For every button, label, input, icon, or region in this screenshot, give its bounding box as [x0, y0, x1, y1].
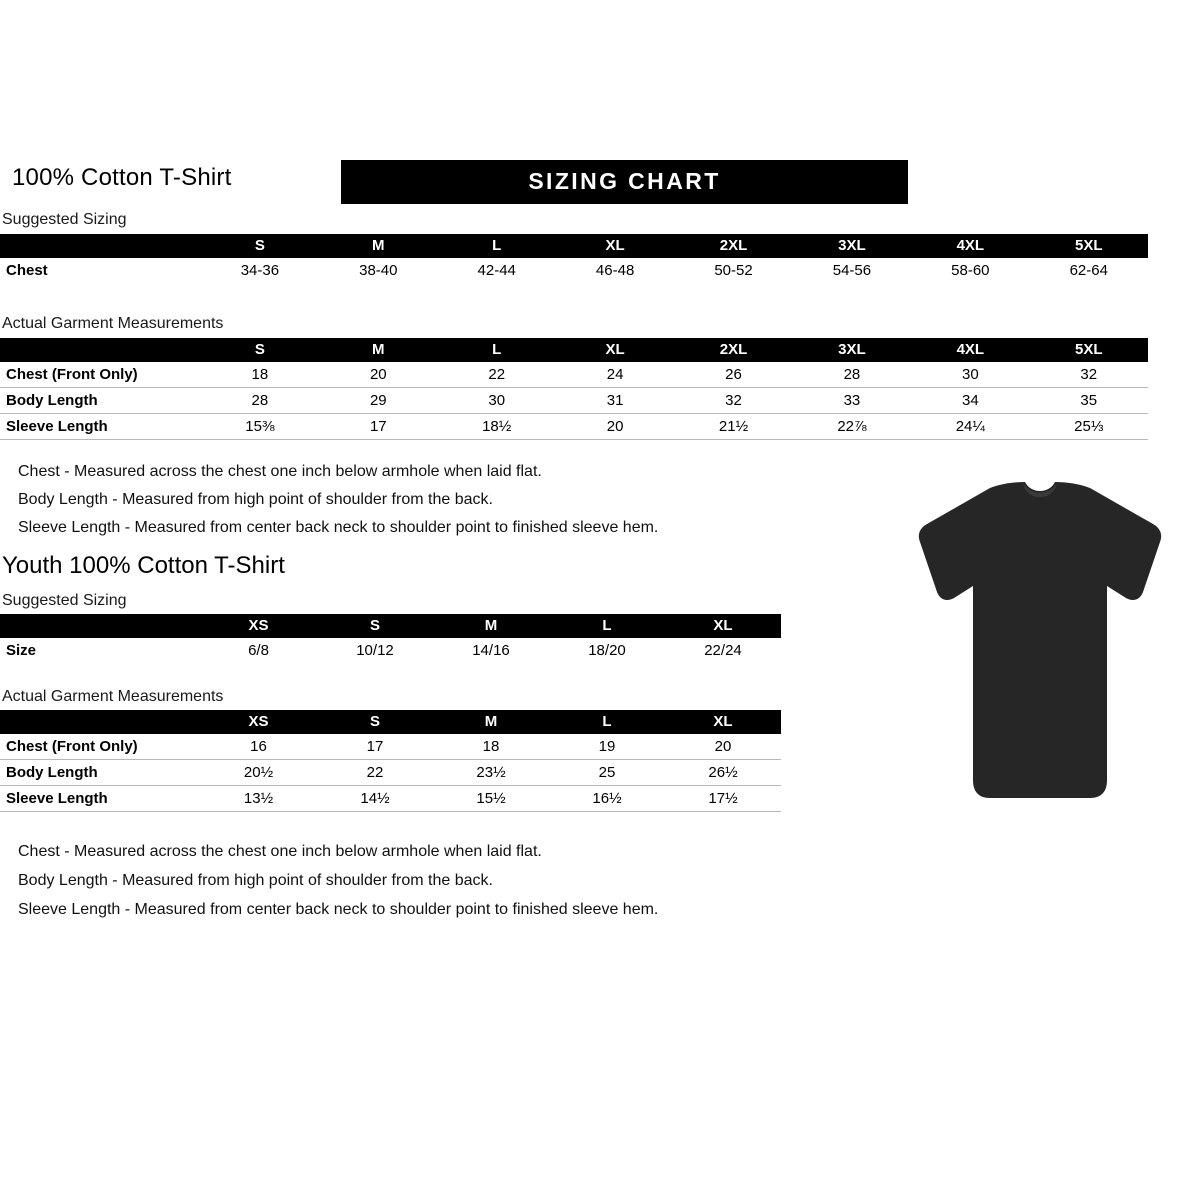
- cell: 22/24: [704, 642, 742, 659]
- table-header-row: [0, 338, 1148, 362]
- cell: 34: [961, 392, 979, 409]
- cell: 17½: [708, 790, 738, 807]
- adult-actual-table: [0, 338, 1148, 440]
- youth-note-sleeve-length: Sleeve Length - Measured from center back neck to shoulder point to finished sleeve hem.: [18, 901, 659, 918]
- cell: 14½: [360, 790, 390, 807]
- cell: 22⅞: [837, 418, 867, 435]
- cell: 20: [369, 366, 387, 383]
- header-row: [8, 160, 908, 204]
- cell: 25⅓: [1074, 418, 1104, 435]
- col-head: 2XL: [719, 237, 748, 254]
- cell: 26: [725, 366, 742, 383]
- cell: 21½: [718, 418, 749, 435]
- cell: 33: [843, 392, 861, 409]
- tshirt-illustration: [895, 480, 1185, 810]
- cell: 32: [1080, 366, 1098, 383]
- cell: 20: [606, 418, 624, 435]
- cell: 13½: [243, 790, 274, 807]
- table-row: [0, 388, 1148, 414]
- col-head: [0, 234, 201, 258]
- cell: 10/12: [356, 642, 394, 659]
- youth-suggested-table: [0, 614, 781, 663]
- col-head: S: [254, 341, 265, 358]
- table-header-row: [0, 234, 1148, 258]
- cell: 22: [488, 366, 506, 383]
- row-label: Chest (Front Only): [6, 366, 138, 383]
- row-label: Body Length: [6, 764, 98, 781]
- col-head: 5XL: [1075, 237, 1103, 254]
- col-head: M: [372, 341, 385, 358]
- cell: 20½: [243, 764, 274, 781]
- cell: 24¼: [955, 418, 985, 435]
- youth-note-body-length: Body Length - Measured from high point of shoulder from the back.: [18, 872, 493, 889]
- col-head: 4XL: [956, 341, 985, 358]
- row-label: Chest (Front Only): [6, 738, 138, 755]
- cell: 16½: [592, 790, 622, 807]
- row-label: Chest: [6, 262, 48, 279]
- adult-suggested-label: Suggested Sizing: [2, 211, 127, 228]
- adult-note-sleeve-length: Sleeve Length - Measured from center back neck to shoulder point to finished sleeve hem.: [18, 519, 659, 536]
- col-head: M: [484, 713, 498, 730]
- cell: 46-48: [595, 262, 635, 279]
- youth-suggested-label: Suggested Sizing: [2, 592, 127, 609]
- cell: 29: [369, 392, 387, 409]
- cell: 35: [1080, 392, 1098, 409]
- col-head: [0, 338, 201, 362]
- cell: 54-56: [832, 262, 872, 279]
- cell: 32: [725, 392, 742, 409]
- cell: 6/8: [248, 642, 269, 659]
- col-head: L: [492, 237, 502, 254]
- adult-note-chest: Chest - Measured across the chest one inch below armhole when laid flat.: [18, 463, 542, 480]
- table-row: [0, 362, 1148, 388]
- cell: 30: [488, 392, 506, 409]
- cell: 30: [961, 366, 979, 383]
- cell: 18½: [482, 418, 512, 435]
- col-head: M: [372, 237, 385, 254]
- cell: 19: [598, 738, 616, 755]
- adult-suggested-table: [0, 234, 1148, 283]
- col-head: XL: [713, 617, 733, 634]
- table-header-row: [0, 614, 781, 638]
- youth-actual-table: [0, 710, 781, 812]
- row-label: Sleeve Length: [6, 790, 108, 807]
- row-label: Sleeve Length: [6, 418, 108, 435]
- sizing-chart-banner: [341, 160, 908, 204]
- cell: 23½: [476, 764, 506, 781]
- cell: 16: [250, 738, 267, 755]
- col-head: 3XL: [838, 341, 866, 358]
- cell: 17: [366, 738, 384, 755]
- product-title: 100% Cotton T-Shirt: [12, 164, 232, 191]
- col-head: XL: [713, 713, 733, 730]
- adult-actual-label: Actual Garment Measurements: [2, 315, 224, 332]
- col-head: [0, 614, 200, 638]
- col-head: XS: [248, 617, 269, 634]
- col-head: S: [254, 237, 265, 254]
- youth-note-chest: Chest - Measured across the chest one inch below armhole when laid flat.: [18, 843, 542, 860]
- tshirt-icon: [895, 480, 1185, 810]
- cell: 17: [369, 418, 387, 435]
- col-head: L: [492, 341, 502, 358]
- col-head: XS: [248, 713, 269, 730]
- col-head: L: [602, 617, 612, 634]
- cell: 26½: [708, 764, 738, 781]
- col-head: S: [369, 713, 380, 730]
- cell: 20: [714, 738, 732, 755]
- cell: 28: [843, 366, 861, 383]
- cell: 31: [606, 392, 624, 409]
- col-head: XL: [605, 237, 625, 254]
- col-head: S: [369, 617, 380, 634]
- row-label: Body Length: [6, 392, 98, 409]
- cell: 14/16: [472, 642, 510, 659]
- cell: 50-52: [714, 262, 753, 279]
- row-label: Size: [6, 642, 37, 659]
- sizing-chart-banner-label: SIZING CHART: [528, 168, 721, 194]
- table-header-row: [0, 710, 781, 734]
- cell: 15½: [476, 790, 506, 807]
- youth-actual-label: Actual Garment Measurements: [2, 688, 224, 705]
- table-row: [0, 786, 781, 812]
- cell: 24: [606, 366, 624, 383]
- cell: 42-44: [477, 262, 516, 279]
- col-head: M: [484, 617, 498, 634]
- cell: 58-60: [951, 262, 990, 279]
- cell: 62-64: [1069, 262, 1108, 279]
- table-row: [0, 638, 781, 663]
- cell: 28: [251, 392, 269, 409]
- col-head: 3XL: [838, 237, 866, 254]
- youth-section-title: Youth 100% Cotton T-Shirt: [2, 552, 285, 579]
- cell: 34-36: [240, 262, 280, 279]
- cell: 25: [598, 764, 616, 781]
- cell: 15⅜: [245, 418, 275, 435]
- table-row: [0, 414, 1148, 440]
- cell: 18: [482, 738, 500, 755]
- table-row: [0, 258, 1148, 283]
- col-head: XL: [605, 341, 625, 358]
- table-row: [0, 734, 781, 760]
- col-head: [0, 710, 200, 734]
- cell: 38-40: [359, 262, 398, 279]
- cell: 18/20: [588, 642, 626, 659]
- adult-note-body-length: Body Length - Measured from high point of shoulder from the back.: [18, 491, 493, 508]
- table-row: [0, 760, 781, 786]
- col-head: L: [602, 713, 612, 730]
- cell: 18: [251, 366, 269, 383]
- col-head: 5XL: [1075, 341, 1103, 358]
- col-head: 4XL: [956, 237, 985, 254]
- cell: 22: [366, 764, 384, 781]
- col-head: 2XL: [719, 341, 748, 358]
